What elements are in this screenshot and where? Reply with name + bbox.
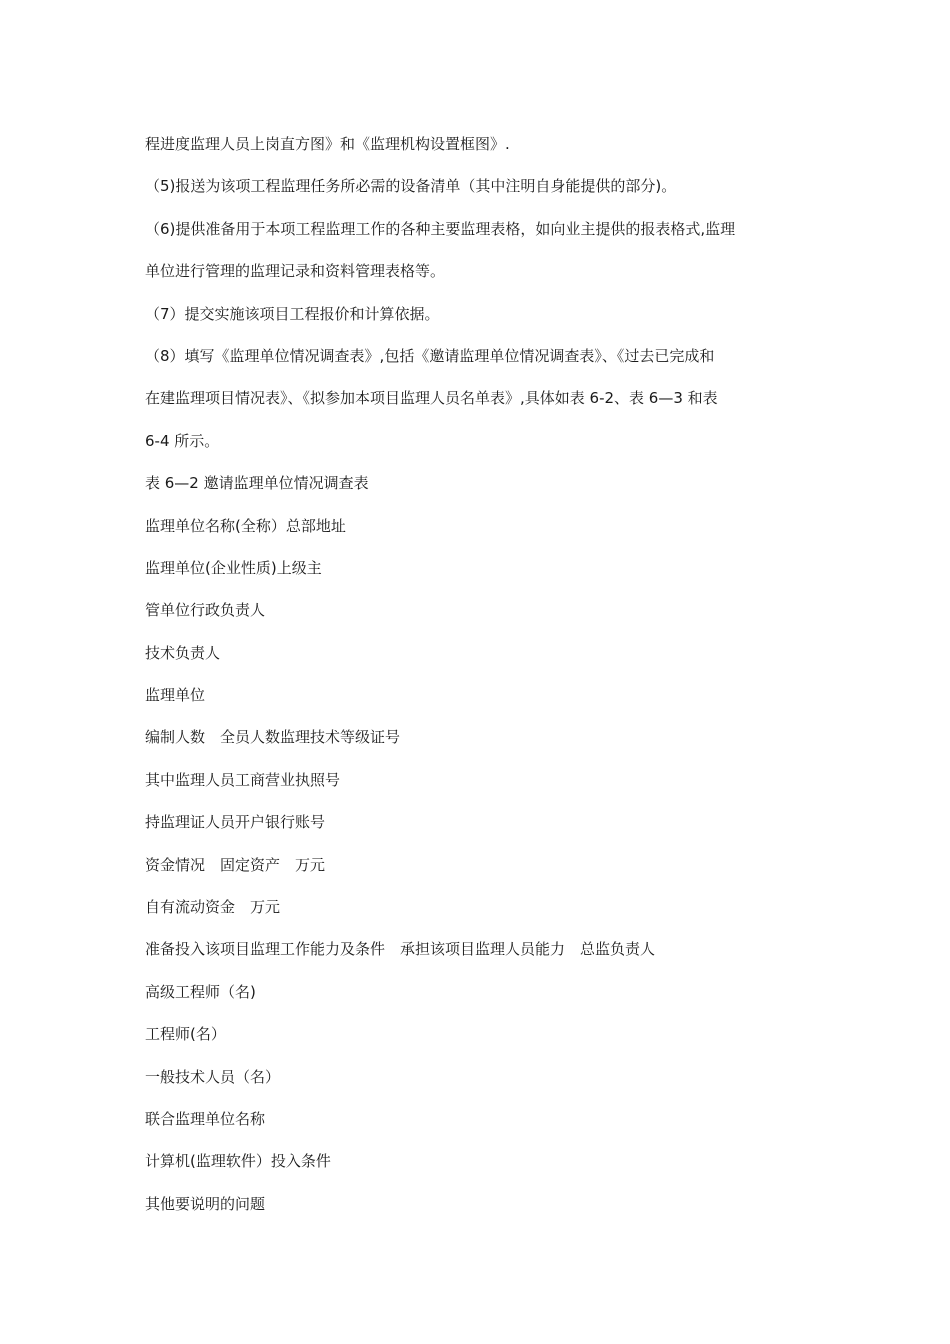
document-body <box>145 123 825 1225</box>
table-row-text: 自有流动资金 万元 <box>145 898 281 917</box>
table-row-text: 管单位行政负责人 <box>145 601 266 620</box>
text-line: （8）填写《监理单位情况调查表》,包括《邀请监理单位情况调查表》、《过去已完成和 <box>145 346 715 365</box>
table-row-text: 一般技术人员（名） <box>145 1067 281 1086</box>
table-row-text: 高级工程师（名) <box>145 982 256 1001</box>
table-row-text: 联合监理单位名称 <box>145 1109 266 1128</box>
table-row-text: 其他要说明的问题 <box>145 1194 266 1213</box>
text-line: 6-4 所示。 <box>145 431 220 450</box>
table-row-text: 持监理证人员开户银行账号 <box>145 813 326 832</box>
table-row-text: 编制人数 全员人数监理技术等级证号 <box>145 728 401 747</box>
table-row-text: 其中监理人员工商营业执照号 <box>145 770 341 789</box>
text-line: （7）提交实施该项目工程报价和计算依据。 <box>145 304 440 323</box>
table-caption: 表 6—2 邀请监理单位情况调查表 <box>145 474 369 493</box>
table-row-text: 资金情况 固定资产 万元 <box>145 855 326 874</box>
table-row-text: 监理单位名称(全称）总部地址 <box>145 516 346 535</box>
table-row-text: 准备投入该项目监理工作能力及条件 承担该项目监理人员能力 总监负责人 <box>145 940 656 959</box>
table-row-text: 技术负责人 <box>145 643 221 662</box>
text-line: 单位进行管理的监理记录和资料管理表格等。 <box>145 262 446 281</box>
text-line: （6)提供准备用于本项工程监理工作的各种主要监理表格，如向业主提供的报表格式,监理 <box>145 219 736 238</box>
text-line: （5)报送为该项工程监理任务所必需的设备清单（其中注明自身能提供的部分)。 <box>145 177 677 196</box>
table-row-text: 监理单位 <box>145 686 206 705</box>
text-line: 程进度监理人员上岗直方图》和《监理机构设置框图》. <box>145 135 510 153</box>
text-line: 在建监理项目情况表》、《拟参加本项目监理人员名单表》,具体如表 6-2、表 6—3 和表 <box>145 389 718 408</box>
table-row-text: 工程师(名） <box>145 1025 226 1044</box>
table-row-text: 计算机(监理软件）投入条件 <box>145 1152 331 1171</box>
table-row-text: 监理单位(企业性质)上级主 <box>145 558 322 577</box>
